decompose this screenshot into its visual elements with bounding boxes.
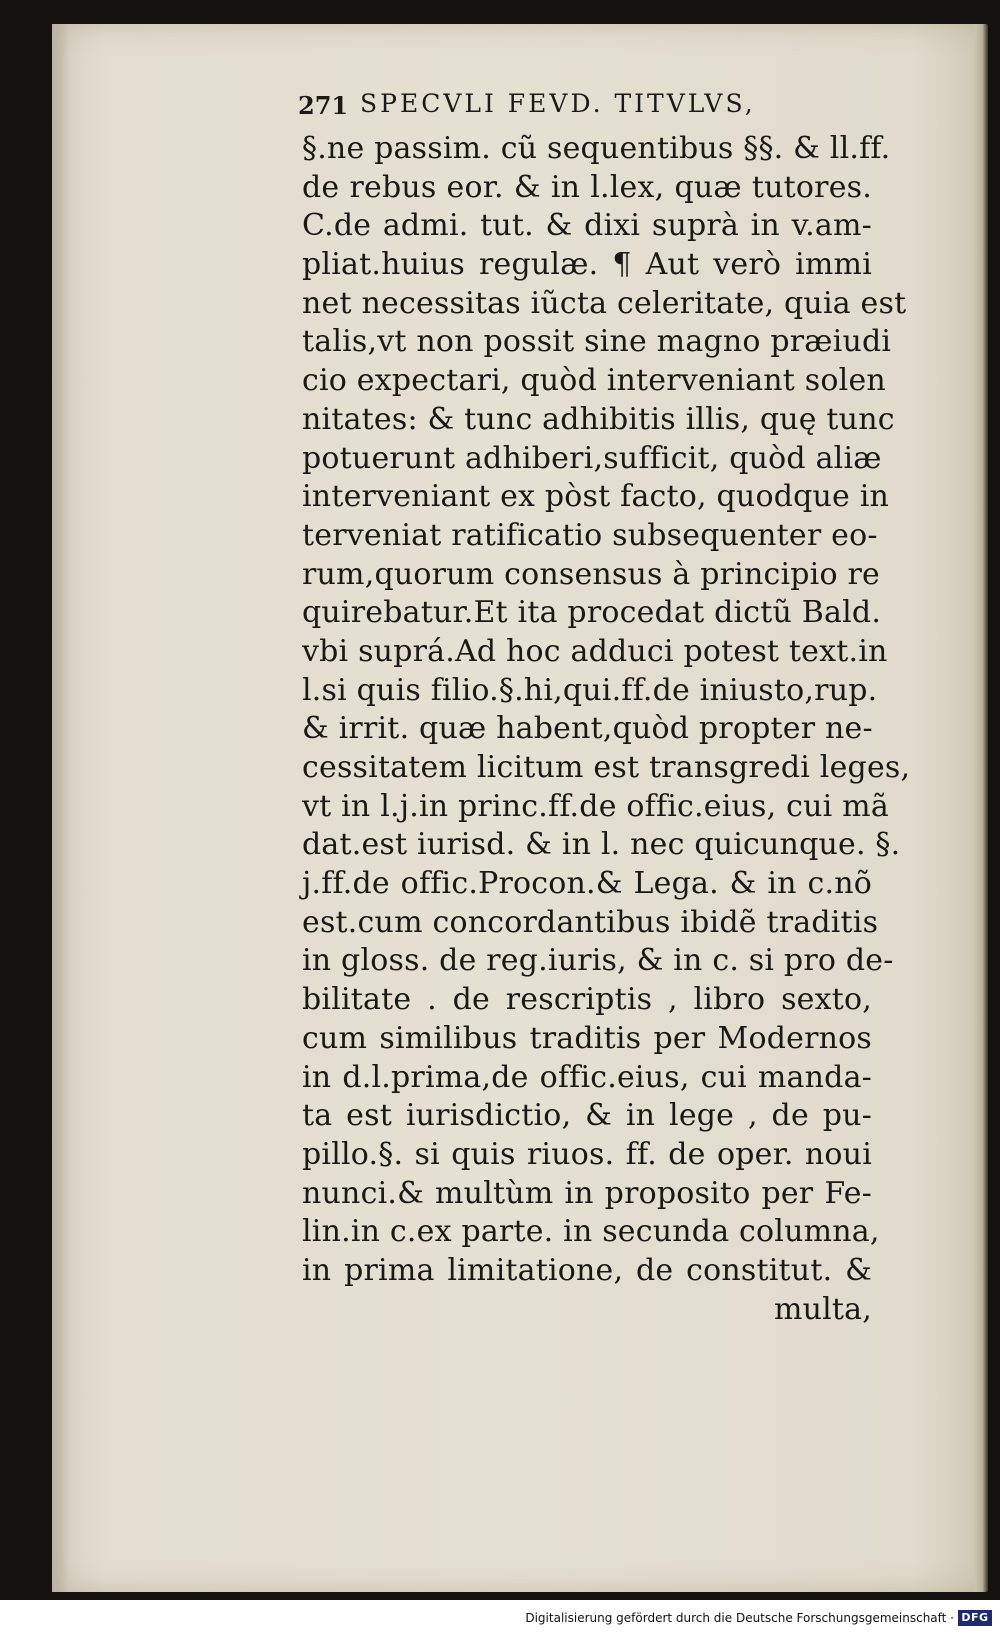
digitization-credit: Digitalisierung gefördert durch die Deutsche Forschungsgemeinschaft · <box>525 1611 954 1625</box>
text-line: bilitate . de rescriptis , libro sexto, <box>302 982 872 1018</box>
text-line: §.ne passim. cũ sequentibus §§. & ll.ff. <box>302 131 891 166</box>
text-line: cio expectari, quòd interveniant solen <box>302 363 886 399</box>
text-line: interveniant ex pòst facto, quodque in <box>302 479 890 515</box>
text-line: in d.l.prima,de offic.eius, cui manda- <box>302 1059 872 1095</box>
text-line: j.ff.de offic.Procon.& Lega. & in c.nõ <box>302 866 872 902</box>
text-line: vt in l.j.in princ.ff.de offic.eius, cui mã <box>302 788 889 824</box>
text-line: C.de admi. tut. & dixi suprà in v.am- <box>302 208 872 244</box>
text-line: pliat.huius regulæ. ¶ Aut verò immi <box>302 247 872 283</box>
text-line: nitates: & tunc adhibitis illis, quę tunc <box>302 401 895 437</box>
running-title: SPECVLI FEVD. TITVLVS, <box>360 89 756 118</box>
text-line: talis,vt non possit sine magno præiudi <box>302 324 892 360</box>
text-line: lin.in c.ex parte. in secunda columna, <box>302 1214 880 1250</box>
body-text <box>302 130 911 1329</box>
text-line: & irrit. quæ habent,quòd propter ne- <box>302 711 873 747</box>
text-line: vbi suprá.Ad hoc adduci potest text.in <box>302 633 888 669</box>
text-line: in prima limitatione, de constitut. & <box>302 1252 872 1288</box>
text-line: est.cum concordantibus ibidẽ traditis <box>302 904 879 940</box>
text-line: terveniat ratificatio subsequenter eo- <box>302 517 878 553</box>
text-line: rum,quorum consensus à principio re <box>302 556 880 592</box>
footer-bar <box>0 1600 1000 1634</box>
page-gutter-shadow <box>52 24 70 1592</box>
dfg-logo: DFG <box>958 1610 992 1626</box>
text-line: nunci.& multùm in proposito per Fe- <box>302 1175 872 1211</box>
text-line: in gloss. de reg.iuris, & in c. si pro de- <box>302 943 894 979</box>
text-line: quirebatur.Et ita procedat dictũ Bald. <box>302 595 882 631</box>
text-line: net necessitas iũcta celeritate, quia est <box>302 285 907 321</box>
text-line: l.si quis filio.§.hi,qui.ff.de iniusto,rup. <box>302 672 878 708</box>
running-head <box>298 85 898 125</box>
text-line: pillo.§. si quis riuos. ff. de oper. noui <box>302 1136 872 1172</box>
text-line: dat.est iurisd. & in l. nec quicunque. §. <box>302 827 901 863</box>
text-line: ta est iurisdictio, & in lege , de pu- <box>302 1098 872 1134</box>
page-edge <box>974 24 988 1592</box>
page-number: 271 <box>298 91 349 120</box>
text-line: cum similibus traditis per Modernos <box>302 1020 872 1056</box>
text-line: de rebus eor. & in l.lex, quæ tutores. <box>302 169 872 205</box>
text-line: multa, <box>773 1291 872 1327</box>
text-line: cessitatem licitum est transgredi leges, <box>302 750 911 785</box>
text-line: potuerunt adhiberi,sufficit, quòd aliæ <box>302 440 882 476</box>
